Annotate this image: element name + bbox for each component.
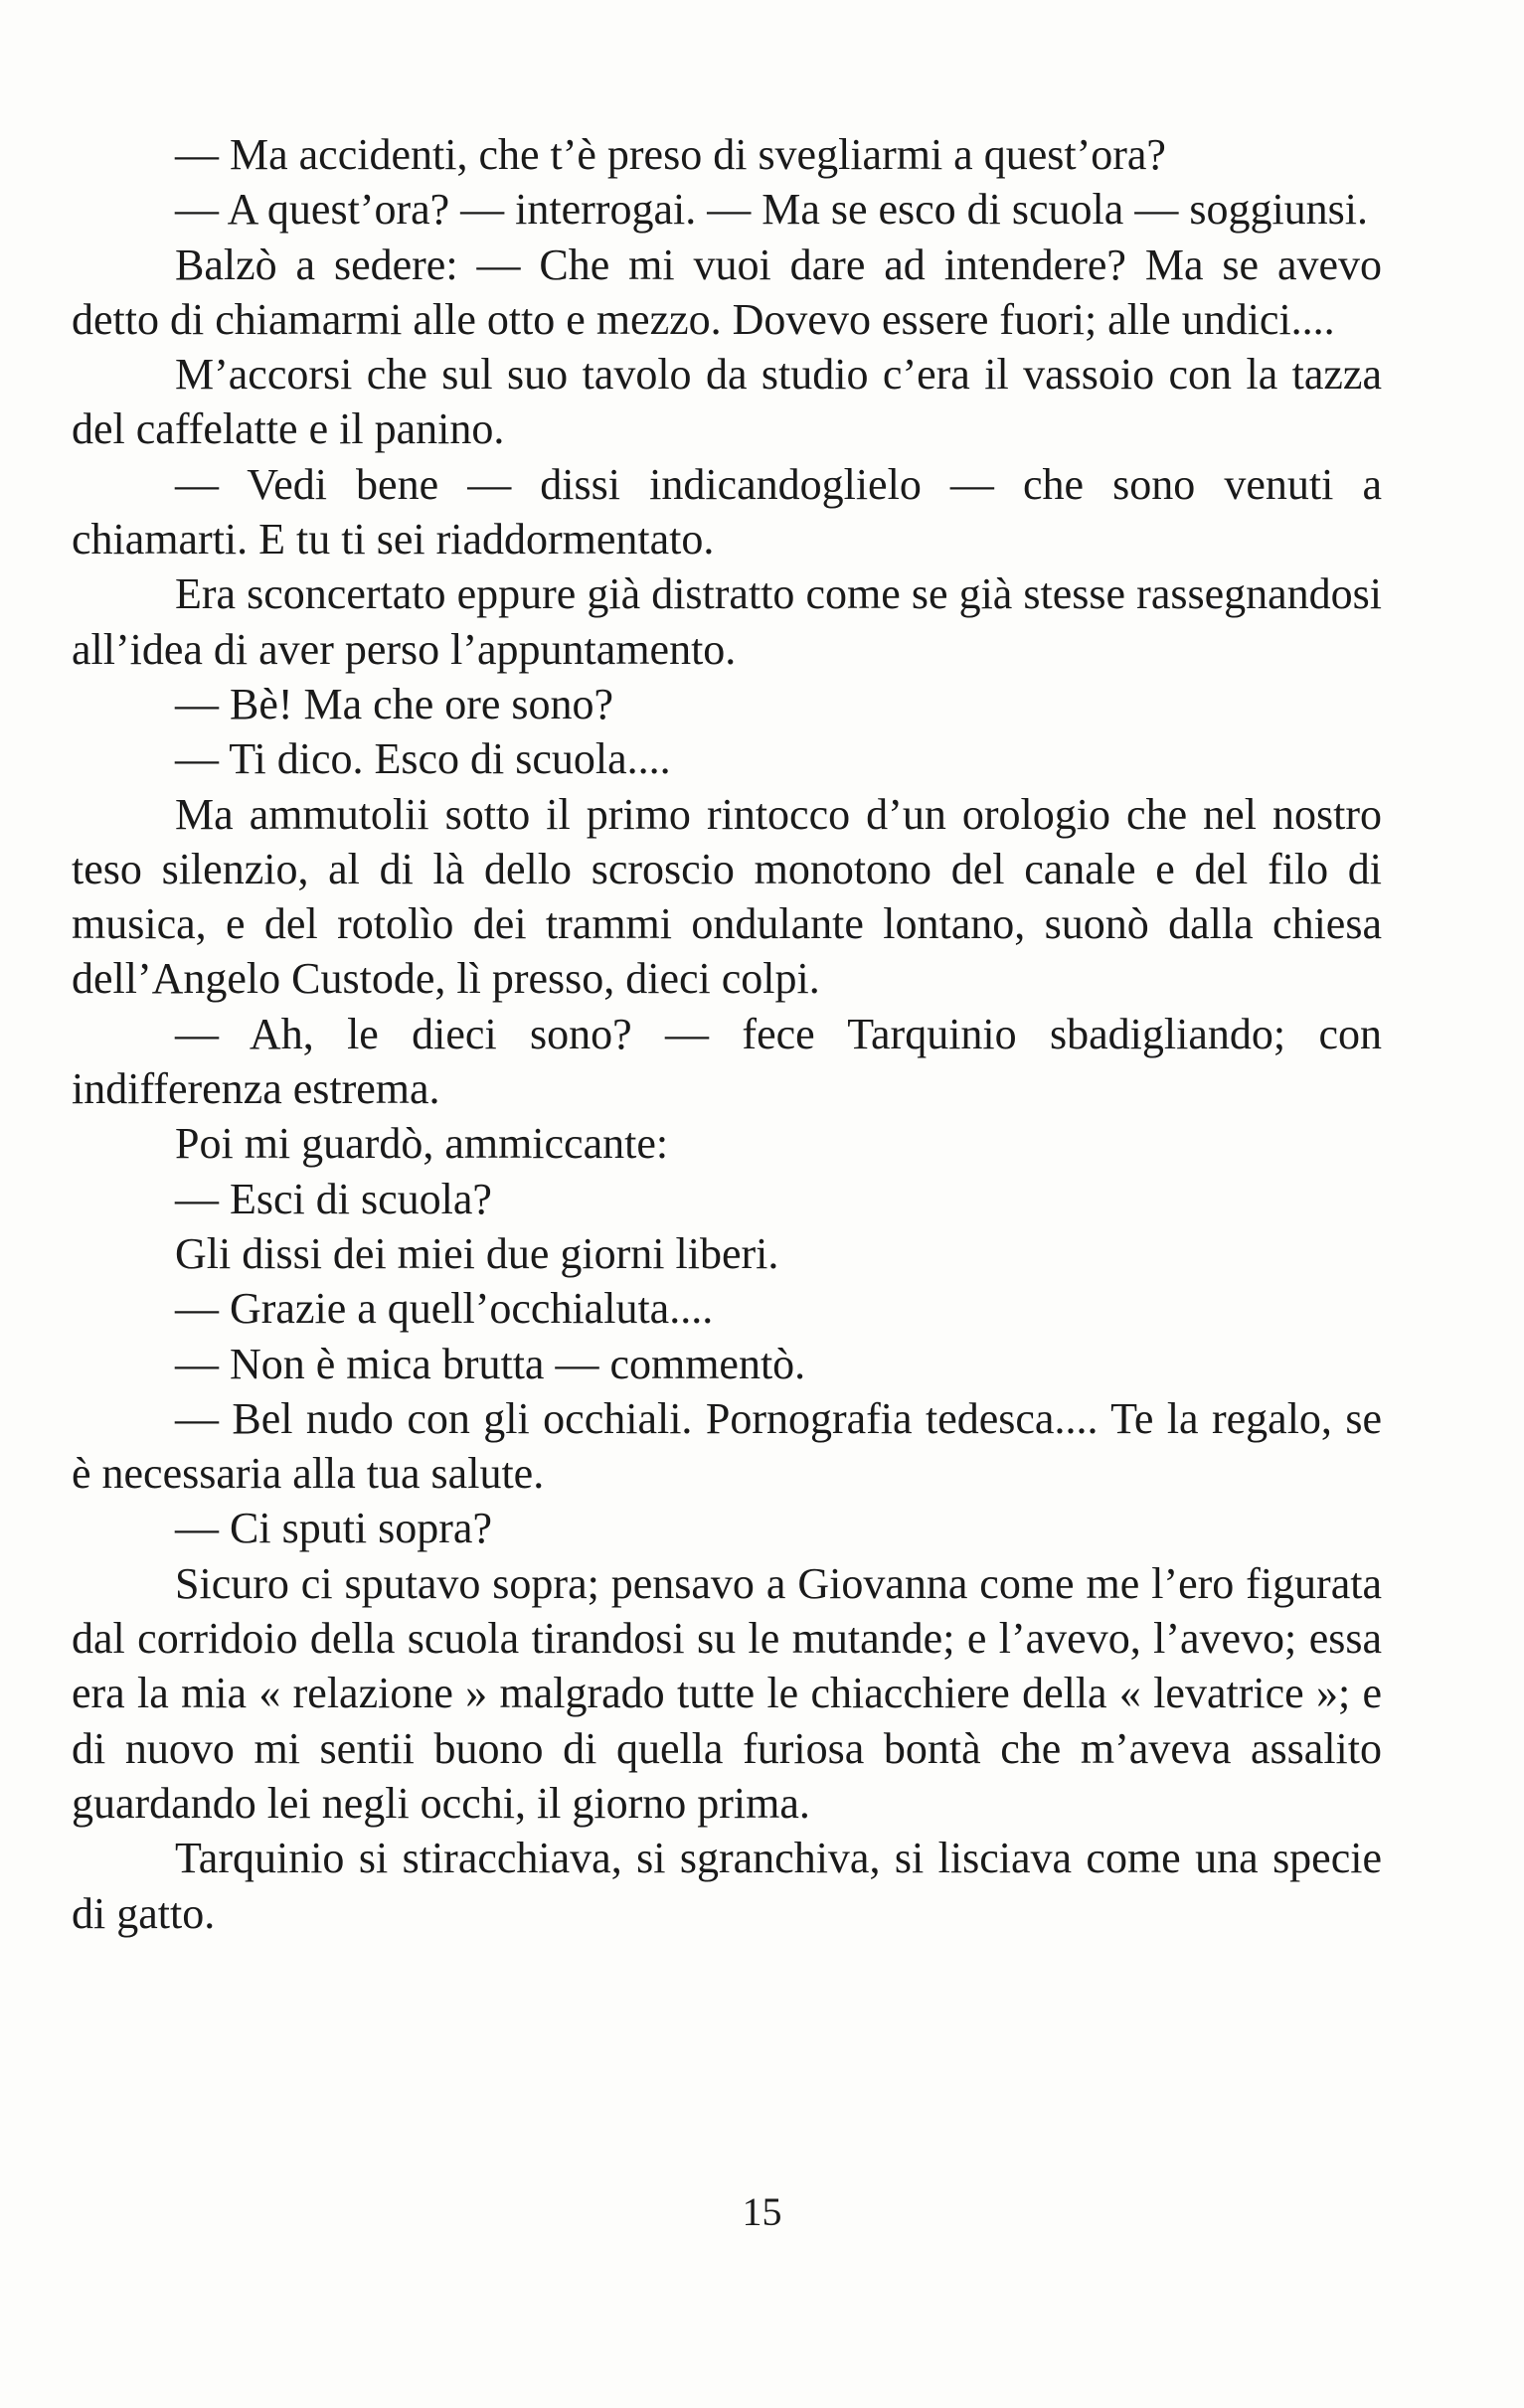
paragraph: Ma ammutolii sotto il primo rintocco d’un orologio che nel nostro teso silenzio, al di là dello scroscio monotono del canale e del filo di musica, e del rotolìo dei trammi ondulante lontano, suonò dalla chiesa dell’Angelo Custode, lì presso, dieci colpi.	[72, 789, 1382, 1004]
paragraph: Era sconcertato eppure già distratto come se già stesse rassegnandosi all’idea di aver perso l’appuntamento.	[72, 569, 1382, 674]
paragraph: Balzò a sedere: — Che mi vuoi dare ad intendere? Ma se avevo detto di chiamarmi alle otto e mezzo. Dovevo essere fuori; alle undici....	[72, 240, 1382, 344]
paragraph: — Non è mica brutta — commentò.	[175, 1339, 806, 1388]
paragraph: — Ah, le dieci sono? — fece Tarquinio sbadigliando; con indifferenza estrema.	[72, 1009, 1382, 1114]
page-number: 15	[742, 2189, 782, 2234]
paragraph: Sicuro ci sputavo sopra; pensavo a Giovanna come me l’ero figurata dal corridoio della scuola tirandosi su le mutande; e l’avevo, l’avevo; essa era la mia « relazione » malgrado tutte le chiacchiere della « levatrice »; e di nuovo mi sentii buono di quella furiosa bontà che m’aveva assalito guardando lei negli occhi, il giorno prima.	[72, 1558, 1382, 1828]
paragraph: Gli dissi dei miei due giorni liberi.	[175, 1228, 779, 1278]
paragraph: — A quest’ora? — interrogai. — Ma se esco di scuola — soggiunsi.	[175, 185, 1369, 235]
paragraph: — Ci sputi sopra?	[175, 1504, 492, 1553]
paragraph: M’accorsi che sul suo tavolo da studio c’era il vassoio con la tazza del caffelatte e il panino.	[72, 350, 1382, 454]
paragraph: — Bel nudo con gli occhiali. Pornografia tedesca.... Te la regalo, se è necessaria alla tua salute.	[72, 1393, 1382, 1499]
paragraph: — Grazie a quell’occhialuta....	[175, 1284, 714, 1334]
paragraph: — Esci di scuola?	[175, 1174, 492, 1223]
paragraph: — Vedi bene — dissi indicandoglielo — che sono venuti a chiamarti. E tu ti sei riaddormentato.	[72, 459, 1382, 564]
body-text	[72, 127, 1382, 1941]
paragraph: — Bè! Ma che ore sono?	[175, 679, 614, 728]
paragraph: — Ti dico. Esco di scuola....	[175, 734, 671, 784]
paragraph: Tarquinio si stiracchiava, si sgranchiva, si lisciava come una specie di gatto.	[72, 1834, 1382, 1938]
paragraph: Poi mi guardò, ammiccante:	[175, 1119, 669, 1169]
paragraph: — Ma accidenti, che t’è preso di svegliarmi a quest’ora?	[175, 130, 1166, 179]
